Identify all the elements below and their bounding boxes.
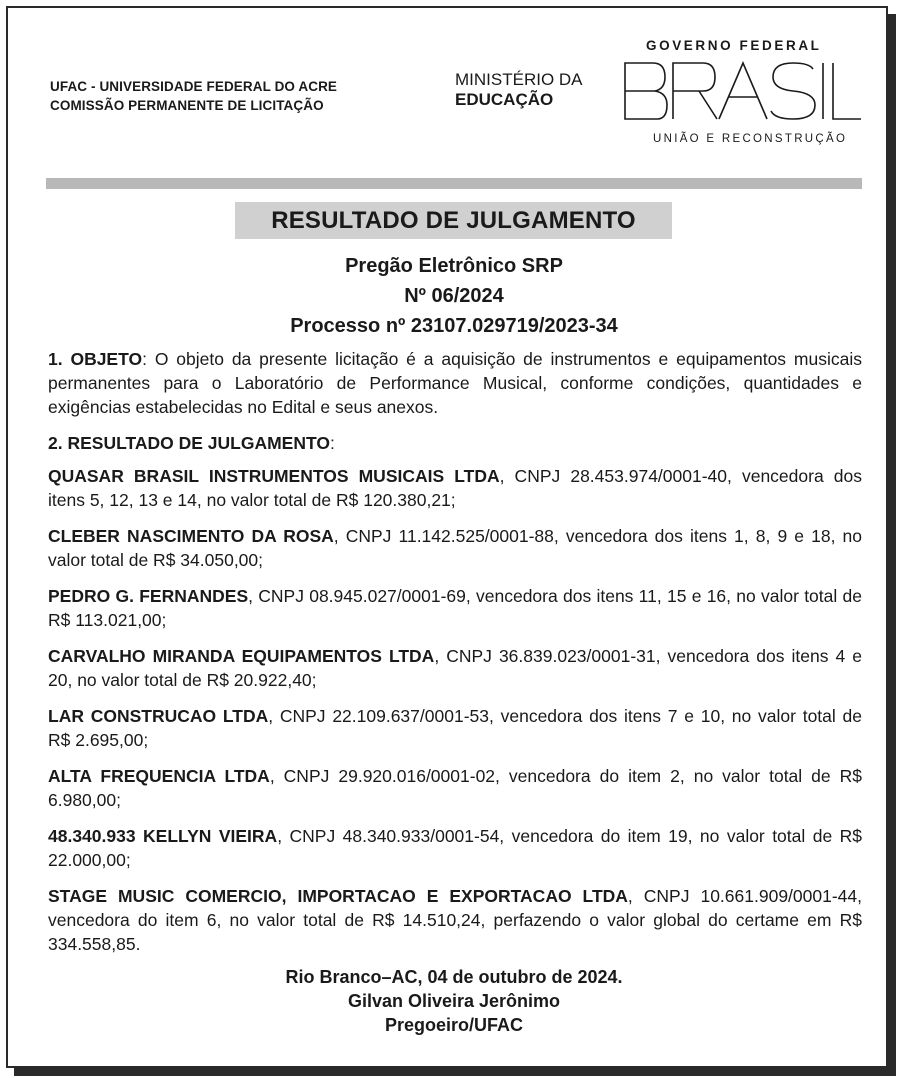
winner-paragraph [48, 584, 862, 632]
winner-paragraph [48, 464, 862, 512]
winner-paragraph [48, 884, 862, 956]
winner-paragraph [48, 704, 862, 752]
winner-details: , CNPJ 08.945.027/0001-69, vencedora dos itens 11, 15 e 16, no valor total de R$ 113.021,00; [48, 586, 862, 630]
winner-details: , CNPJ 11.142.525/0001-88, vencedora dos itens 1, 8, 9 e 18, no valor total de R$ 34.050,00; [48, 526, 862, 570]
objeto-text: : O objeto da presente licitação é a aquisição de instrumentos e equipamentos musicais permanentes para o Laboratório de Performance Musical, conforme condições, quantidades e exigências estabelecidas no Edital e seus anexos. [48, 349, 862, 417]
ministry-logo [455, 70, 583, 110]
subtitle-process: Processo nº 23107.029719/2023-34 [290, 315, 618, 337]
signature-block [46, 965, 862, 1037]
institution-name: UFAC - UNIVERSIDADE FEDERAL DO ACRE [50, 79, 338, 94]
resultado-label: 2. RESULTADO DE JULGAMENTO [48, 433, 330, 453]
winner-details: , CNPJ 29.920.016/0001-02, vencedora do item 2, no valor total de R$ 6.980,00; [48, 766, 862, 810]
gov-federal-label: GOVERNO FEDERAL [646, 38, 822, 53]
winner-name: QUASAR BRASIL INSTRUMENTOS MUSICAIS LTDA [48, 466, 500, 486]
document-body [48, 347, 862, 968]
frame-shadow-bottom [14, 1068, 896, 1076]
winner-name: CLEBER NASCIMENTO DA ROSA [48, 526, 334, 546]
subtitle-number: Nº 06/2024 [404, 285, 504, 307]
commission-name: COMISSÃO PERMANENTE DE LICITAÇÃO [50, 98, 324, 113]
winner-name: LAR CONSTRUCAO LTDA [48, 706, 269, 726]
winner-details: , CNPJ 10.661.909/0001-44, vencedora do item 6, no valor total de R$ 14.510,24, perfazendo o valor global do certame em R$ 334.558,85. [48, 886, 862, 954]
objeto-label: 1. OBJETO [48, 349, 143, 369]
ministry-line2: EDUCAÇÃO [455, 90, 554, 109]
winner-name: STAGE MUSIC COMERCIO, IMPORTACAO E EXPORTACAO LTDA [48, 886, 628, 906]
winner-name: 48.340.933 KELLYN VIEIRA [48, 826, 278, 846]
signature-name: Gilvan Oliveira Jerônimo [347, 991, 561, 1011]
signature-place-date: Rio Branco–AC, 04 de outubro de 2024. [285, 967, 623, 987]
institution-header [50, 77, 337, 115]
resultado-suffix: : [329, 433, 335, 453]
ministry-line1: MINISTÉRIO DA [455, 70, 583, 89]
subtitle-modality: Pregão Eletrônico SRP [345, 255, 563, 277]
winner-details: , CNPJ 48.340.933/0001-54, vencedora do item 19, no valor total de R$ 22.000,00; [48, 826, 862, 870]
objeto-paragraph [48, 347, 862, 419]
resultado-heading [48, 431, 862, 455]
header-divider-bar [46, 178, 862, 189]
brasil-logo [623, 61, 863, 121]
winner-paragraph [48, 524, 862, 572]
winner-name: PEDRO G. FERNANDES [48, 586, 249, 606]
winner-name: ALTA FREQUENCIA LTDA [48, 766, 270, 786]
winner-details: , CNPJ 22.109.637/0001-53, vencedora dos itens 7 e 10, no valor total de R$ 2.695,00; [48, 706, 862, 750]
winner-paragraph [48, 824, 862, 872]
winner-name: CARVALHO MIRANDA EQUIPAMENTOS LTDA [48, 646, 435, 666]
document-title: RESULTADO DE JULGAMENTO [235, 202, 672, 239]
winner-paragraph [48, 644, 862, 692]
winner-details: , CNPJ 36.839.023/0001-31, vencedora dos itens 4 e 20, no valor total de R$ 20.922,40; [48, 646, 862, 690]
signature-role: Pregoeiro/UFAC [384, 1015, 524, 1035]
frame-shadow-right [888, 14, 896, 1072]
winner-paragraph [48, 764, 862, 812]
gov-slogan: UNIÃO E RECONSTRUÇÃO [653, 133, 848, 145]
winner-details: , CNPJ 28.453.974/0001-40, vencedora dos itens 5, 12, 13 e 14, no valor total de R$ 120.380,21; [48, 466, 862, 510]
